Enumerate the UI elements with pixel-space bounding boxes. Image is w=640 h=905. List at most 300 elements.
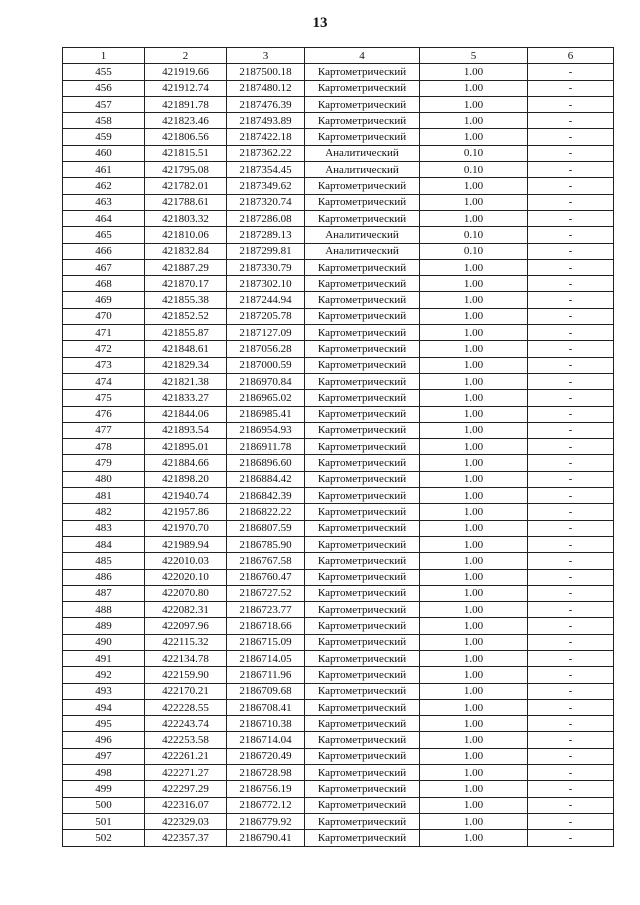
point-number-cell: 464	[63, 210, 145, 226]
method-cell: Картометрический	[305, 406, 420, 422]
method-cell: Картометрический	[305, 259, 420, 275]
point-number-cell: 457	[63, 96, 145, 112]
y-coordinate-cell: 2187493.89	[227, 113, 305, 129]
table-row	[63, 585, 614, 601]
point-number-cell: 477	[63, 422, 145, 438]
method-cell: Картометрический	[305, 439, 420, 455]
point-number-cell: 474	[63, 373, 145, 389]
note-cell: -	[528, 439, 614, 455]
table-row	[63, 96, 614, 112]
accuracy-cell: 1.00	[420, 699, 528, 715]
note-cell: -	[528, 64, 614, 80]
accuracy-cell: 1.00	[420, 748, 528, 764]
note-cell: -	[528, 602, 614, 618]
x-coordinate-cell: 421852.52	[145, 308, 227, 324]
y-coordinate-cell: 2186711.96	[227, 667, 305, 683]
method-cell: Картометрический	[305, 585, 420, 601]
point-number-cell: 492	[63, 667, 145, 683]
table-row	[63, 439, 614, 455]
x-coordinate-cell: 421919.66	[145, 64, 227, 80]
accuracy-cell: 1.00	[420, 471, 528, 487]
y-coordinate-cell: 2186911.78	[227, 439, 305, 455]
table-row	[63, 210, 614, 226]
table-row	[63, 667, 614, 683]
note-cell: -	[528, 194, 614, 210]
y-coordinate-cell: 2186779.92	[227, 813, 305, 829]
x-coordinate-cell: 421848.61	[145, 341, 227, 357]
point-number-cell: 469	[63, 292, 145, 308]
note-cell: -	[528, 390, 614, 406]
point-number-cell: 493	[63, 683, 145, 699]
note-cell: -	[528, 813, 614, 829]
method-cell: Аналитический	[305, 243, 420, 259]
method-cell: Картометрический	[305, 536, 420, 552]
x-coordinate-cell: 421887.29	[145, 259, 227, 275]
x-coordinate-cell: 422134.78	[145, 650, 227, 666]
point-number-cell: 461	[63, 162, 145, 178]
accuracy-cell: 1.00	[420, 553, 528, 569]
note-cell: -	[528, 178, 614, 194]
table-row	[63, 650, 614, 666]
point-number-cell: 502	[63, 830, 145, 846]
note-cell: -	[528, 96, 614, 112]
x-coordinate-cell: 422297.29	[145, 781, 227, 797]
accuracy-cell: 0.10	[420, 145, 528, 161]
y-coordinate-cell: 2186715.09	[227, 634, 305, 650]
accuracy-cell: 1.00	[420, 830, 528, 846]
method-cell: Картометрический	[305, 390, 420, 406]
x-coordinate-cell: 421803.32	[145, 210, 227, 226]
y-coordinate-cell: 2186767.58	[227, 553, 305, 569]
x-coordinate-cell: 421855.38	[145, 292, 227, 308]
accuracy-cell: 1.00	[420, 634, 528, 650]
table-row	[63, 292, 614, 308]
point-number-cell: 491	[63, 650, 145, 666]
table-row	[63, 732, 614, 748]
accuracy-cell: 1.00	[420, 357, 528, 373]
y-coordinate-cell: 2186710.38	[227, 716, 305, 732]
accuracy-cell: 1.00	[420, 667, 528, 683]
table-row	[63, 488, 614, 504]
y-coordinate-cell: 2187476.39	[227, 96, 305, 112]
point-number-cell: 482	[63, 504, 145, 520]
table-row	[63, 178, 614, 194]
y-coordinate-cell: 2186714.04	[227, 732, 305, 748]
accuracy-cell: 1.00	[420, 308, 528, 324]
y-coordinate-cell: 2186985.41	[227, 406, 305, 422]
point-number-cell: 462	[63, 178, 145, 194]
note-cell: -	[528, 129, 614, 145]
table-row	[63, 602, 614, 618]
note-cell: -	[528, 113, 614, 129]
x-coordinate-cell: 421895.01	[145, 439, 227, 455]
table-row	[63, 113, 614, 129]
point-number-cell: 488	[63, 602, 145, 618]
method-cell: Картометрический	[305, 797, 420, 813]
accuracy-cell: 1.00	[420, 341, 528, 357]
method-cell: Картометрический	[305, 80, 420, 96]
accuracy-cell: 1.00	[420, 325, 528, 341]
accuracy-cell: 1.00	[420, 732, 528, 748]
accuracy-cell: 1.00	[420, 210, 528, 226]
y-coordinate-cell: 2187289.13	[227, 227, 305, 243]
note-cell: -	[528, 781, 614, 797]
accuracy-cell: 1.00	[420, 781, 528, 797]
y-coordinate-cell: 2187330.79	[227, 259, 305, 275]
x-coordinate-cell: 421833.27	[145, 390, 227, 406]
y-coordinate-cell: 2186718.66	[227, 618, 305, 634]
x-coordinate-cell: 421815.51	[145, 145, 227, 161]
note-cell: -	[528, 830, 614, 846]
x-coordinate-cell: 421893.54	[145, 422, 227, 438]
method-cell: Картометрический	[305, 292, 420, 308]
y-coordinate-cell: 2186728.98	[227, 765, 305, 781]
note-cell: -	[528, 716, 614, 732]
note-cell: -	[528, 80, 614, 96]
point-number-cell: 475	[63, 390, 145, 406]
accuracy-cell: 1.00	[420, 113, 528, 129]
table-row	[63, 536, 614, 552]
note-cell: -	[528, 699, 614, 715]
method-cell: Картометрический	[305, 341, 420, 357]
table-row	[63, 716, 614, 732]
method-cell: Картометрический	[305, 732, 420, 748]
table-row	[63, 162, 614, 178]
note-cell: -	[528, 732, 614, 748]
x-coordinate-cell: 421870.17	[145, 276, 227, 292]
table-row	[63, 553, 614, 569]
x-coordinate-cell: 421829.34	[145, 357, 227, 373]
note-cell: -	[528, 667, 614, 683]
table-row	[63, 455, 614, 471]
y-coordinate-cell: 2186708.41	[227, 699, 305, 715]
method-cell: Картометрический	[305, 553, 420, 569]
accuracy-cell: 1.00	[420, 536, 528, 552]
point-number-cell: 481	[63, 488, 145, 504]
accuracy-cell: 1.00	[420, 64, 528, 80]
method-cell: Картометрический	[305, 129, 420, 145]
method-cell: Картометрический	[305, 781, 420, 797]
accuracy-cell: 1.00	[420, 422, 528, 438]
accuracy-cell: 0.10	[420, 243, 528, 259]
note-cell: -	[528, 259, 614, 275]
y-coordinate-cell: 2187056.28	[227, 341, 305, 357]
note-cell: -	[528, 748, 614, 764]
x-coordinate-cell: 422159.90	[145, 667, 227, 683]
accuracy-cell: 1.00	[420, 585, 528, 601]
note-cell: -	[528, 422, 614, 438]
y-coordinate-cell: 2187320.74	[227, 194, 305, 210]
table-row	[63, 308, 614, 324]
x-coordinate-cell: 422020.10	[145, 569, 227, 585]
table-row	[63, 145, 614, 161]
method-cell: Картометрический	[305, 650, 420, 666]
y-coordinate-cell: 2186970.84	[227, 373, 305, 389]
method-cell: Картометрический	[305, 716, 420, 732]
point-number-cell: 485	[63, 553, 145, 569]
x-coordinate-cell: 421957.86	[145, 504, 227, 520]
table-row	[63, 748, 614, 764]
point-number-cell: 458	[63, 113, 145, 129]
x-coordinate-cell: 422261.21	[145, 748, 227, 764]
x-coordinate-cell: 422357.37	[145, 830, 227, 846]
x-coordinate-cell: 421970.70	[145, 520, 227, 536]
y-coordinate-cell: 2187500.18	[227, 64, 305, 80]
point-number-cell: 487	[63, 585, 145, 601]
x-coordinate-cell: 422070.80	[145, 585, 227, 601]
column-header: 6	[528, 48, 614, 64]
method-cell: Картометрический	[305, 504, 420, 520]
y-coordinate-cell: 2186772.12	[227, 797, 305, 813]
accuracy-cell: 1.00	[420, 292, 528, 308]
table-row	[63, 227, 614, 243]
method-cell: Картометрический	[305, 96, 420, 112]
y-coordinate-cell: 2186709.68	[227, 683, 305, 699]
note-cell: -	[528, 227, 614, 243]
x-coordinate-cell: 421844.06	[145, 406, 227, 422]
note-cell: -	[528, 536, 614, 552]
table-row	[63, 520, 614, 536]
table-row	[63, 373, 614, 389]
x-coordinate-cell: 421823.46	[145, 113, 227, 129]
y-coordinate-cell: 2187127.09	[227, 325, 305, 341]
y-coordinate-cell: 2187205.78	[227, 308, 305, 324]
x-coordinate-cell: 422170.21	[145, 683, 227, 699]
point-number-cell: 494	[63, 699, 145, 715]
accuracy-cell: 1.00	[420, 390, 528, 406]
point-number-cell: 473	[63, 357, 145, 373]
table-row	[63, 618, 614, 634]
x-coordinate-cell: 422010.03	[145, 553, 227, 569]
accuracy-cell: 1.00	[420, 439, 528, 455]
note-cell: -	[528, 406, 614, 422]
table-row	[63, 699, 614, 715]
x-coordinate-cell: 422271.27	[145, 765, 227, 781]
column-header: 4	[305, 48, 420, 64]
point-number-cell: 486	[63, 569, 145, 585]
x-coordinate-cell: 421884.66	[145, 455, 227, 471]
point-number-cell: 497	[63, 748, 145, 764]
accuracy-cell: 1.00	[420, 259, 528, 275]
accuracy-cell: 1.00	[420, 618, 528, 634]
table-row	[63, 406, 614, 422]
x-coordinate-cell: 421898.20	[145, 471, 227, 487]
method-cell: Аналитический	[305, 162, 420, 178]
x-coordinate-cell: 421855.87	[145, 325, 227, 341]
column-header: 1	[63, 48, 145, 64]
x-coordinate-cell: 421832.84	[145, 243, 227, 259]
method-cell: Картометрический	[305, 422, 420, 438]
x-coordinate-cell: 421795.08	[145, 162, 227, 178]
y-coordinate-cell: 2186822.22	[227, 504, 305, 520]
point-number-cell: 490	[63, 634, 145, 650]
table-row	[63, 781, 614, 797]
accuracy-cell: 1.00	[420, 569, 528, 585]
accuracy-cell: 1.00	[420, 455, 528, 471]
accuracy-cell: 1.00	[420, 716, 528, 732]
method-cell: Картометрический	[305, 830, 420, 846]
note-cell: -	[528, 488, 614, 504]
table-row	[63, 243, 614, 259]
accuracy-cell: 1.00	[420, 504, 528, 520]
point-number-cell: 476	[63, 406, 145, 422]
method-cell: Картометрический	[305, 488, 420, 504]
y-coordinate-cell: 2186790.41	[227, 830, 305, 846]
y-coordinate-cell: 2187480.12	[227, 80, 305, 96]
method-cell: Картометрический	[305, 765, 420, 781]
note-cell: -	[528, 765, 614, 781]
table-row	[63, 471, 614, 487]
y-coordinate-cell: 2186756.19	[227, 781, 305, 797]
table-row	[63, 357, 614, 373]
point-number-cell: 459	[63, 129, 145, 145]
y-coordinate-cell: 2187000.59	[227, 357, 305, 373]
method-cell: Картометрический	[305, 618, 420, 634]
accuracy-cell: 1.00	[420, 406, 528, 422]
x-coordinate-cell: 421782.01	[145, 178, 227, 194]
table-row	[63, 259, 614, 275]
note-cell: -	[528, 471, 614, 487]
point-number-cell: 484	[63, 536, 145, 552]
x-coordinate-cell: 421806.56	[145, 129, 227, 145]
note-cell: -	[528, 569, 614, 585]
point-number-cell: 501	[63, 813, 145, 829]
table-body	[63, 64, 614, 846]
x-coordinate-cell: 421989.94	[145, 536, 227, 552]
note-cell: -	[528, 341, 614, 357]
point-number-cell: 467	[63, 259, 145, 275]
table-row	[63, 341, 614, 357]
x-coordinate-cell: 422316.07	[145, 797, 227, 813]
accuracy-cell: 1.00	[420, 488, 528, 504]
table-row	[63, 797, 614, 813]
table-row	[63, 634, 614, 650]
table-row	[63, 683, 614, 699]
table-row	[63, 390, 614, 406]
accuracy-cell: 1.00	[420, 129, 528, 145]
point-number-cell: 483	[63, 520, 145, 536]
table-row	[63, 504, 614, 520]
accuracy-cell: 1.00	[420, 650, 528, 666]
point-number-cell: 463	[63, 194, 145, 210]
y-coordinate-cell: 2187362.22	[227, 145, 305, 161]
y-coordinate-cell: 2186785.90	[227, 536, 305, 552]
table-row	[63, 276, 614, 292]
method-cell: Картометрический	[305, 113, 420, 129]
method-cell: Картометрический	[305, 634, 420, 650]
x-coordinate-cell: 422082.31	[145, 602, 227, 618]
table-row	[63, 64, 614, 80]
table-row	[63, 830, 614, 846]
y-coordinate-cell: 2186714.05	[227, 650, 305, 666]
method-cell: Картометрический	[305, 471, 420, 487]
note-cell: -	[528, 797, 614, 813]
method-cell: Картометрический	[305, 276, 420, 292]
x-coordinate-cell: 422115.32	[145, 634, 227, 650]
x-coordinate-cell: 421891.78	[145, 96, 227, 112]
point-number-cell: 498	[63, 765, 145, 781]
x-coordinate-cell: 422329.03	[145, 813, 227, 829]
y-coordinate-cell: 2187302.10	[227, 276, 305, 292]
point-number-cell: 478	[63, 439, 145, 455]
column-header: 3	[227, 48, 305, 64]
point-number-cell: 466	[63, 243, 145, 259]
note-cell: -	[528, 210, 614, 226]
method-cell: Картометрический	[305, 178, 420, 194]
y-coordinate-cell: 2186965.02	[227, 390, 305, 406]
note-cell: -	[528, 504, 614, 520]
accuracy-cell: 1.00	[420, 683, 528, 699]
note-cell: -	[528, 145, 614, 161]
table-row	[63, 325, 614, 341]
method-cell: Картометрический	[305, 748, 420, 764]
x-coordinate-cell: 421821.38	[145, 373, 227, 389]
point-number-cell: 499	[63, 781, 145, 797]
x-coordinate-cell: 421940.74	[145, 488, 227, 504]
point-number-cell: 495	[63, 716, 145, 732]
y-coordinate-cell: 2186723.77	[227, 602, 305, 618]
method-cell: Аналитический	[305, 145, 420, 161]
column-header: 5	[420, 48, 528, 64]
accuracy-cell: 1.00	[420, 813, 528, 829]
note-cell: -	[528, 243, 614, 259]
y-coordinate-cell: 2187244.94	[227, 292, 305, 308]
accuracy-cell: 0.10	[420, 162, 528, 178]
accuracy-cell: 1.00	[420, 178, 528, 194]
method-cell: Картометрический	[305, 325, 420, 341]
x-coordinate-cell: 422228.55	[145, 699, 227, 715]
note-cell: -	[528, 308, 614, 324]
table-row	[63, 422, 614, 438]
note-cell: -	[528, 292, 614, 308]
x-coordinate-cell: 421810.06	[145, 227, 227, 243]
note-cell: -	[528, 585, 614, 601]
point-number-cell: 460	[63, 145, 145, 161]
accuracy-cell: 1.00	[420, 797, 528, 813]
method-cell: Аналитический	[305, 227, 420, 243]
x-coordinate-cell: 422243.74	[145, 716, 227, 732]
note-cell: -	[528, 325, 614, 341]
table-row	[63, 813, 614, 829]
y-coordinate-cell: 2186896.60	[227, 455, 305, 471]
note-cell: -	[528, 650, 614, 666]
accuracy-cell: 1.00	[420, 520, 528, 536]
table-header-row	[63, 48, 614, 64]
note-cell: -	[528, 634, 614, 650]
method-cell: Картометрический	[305, 667, 420, 683]
method-cell: Картометрический	[305, 699, 420, 715]
y-coordinate-cell: 2187422.18	[227, 129, 305, 145]
point-number-cell: 468	[63, 276, 145, 292]
y-coordinate-cell: 2186720.49	[227, 748, 305, 764]
point-number-cell: 455	[63, 64, 145, 80]
y-coordinate-cell: 2186884.42	[227, 471, 305, 487]
point-number-cell: 496	[63, 732, 145, 748]
note-cell: -	[528, 373, 614, 389]
note-cell: -	[528, 162, 614, 178]
y-coordinate-cell: 2187354.45	[227, 162, 305, 178]
column-header: 2	[145, 48, 227, 64]
accuracy-cell: 1.00	[420, 765, 528, 781]
method-cell: Картометрический	[305, 683, 420, 699]
y-coordinate-cell: 2186954.93	[227, 422, 305, 438]
point-number-cell: 500	[63, 797, 145, 813]
y-coordinate-cell: 2187299.81	[227, 243, 305, 259]
note-cell: -	[528, 553, 614, 569]
x-coordinate-cell: 421912.74	[145, 80, 227, 96]
method-cell: Картометрический	[305, 569, 420, 585]
method-cell: Картометрический	[305, 308, 420, 324]
